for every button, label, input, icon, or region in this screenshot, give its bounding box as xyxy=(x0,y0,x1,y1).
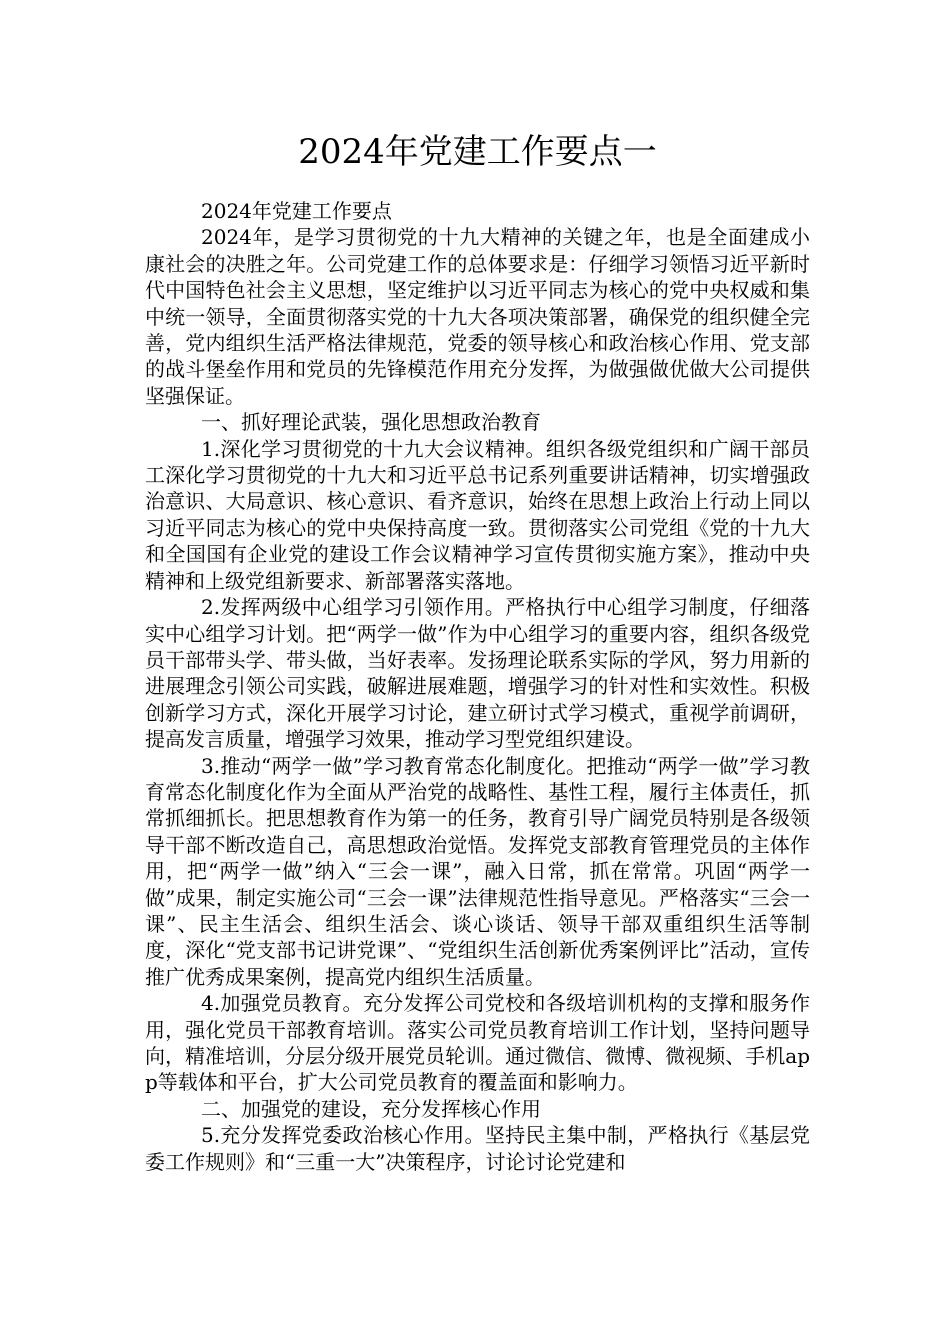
paragraph-item-3: 3.推动“两学一做”学习教育常态化制度化。把推动“两学一做”学习教育常态化制度化作为全面从严治党的战略性、基性工程，履行主体责任，抓常抓细抓长。把思想教育作为第一的任务，教育引导广阔党员特别是各级领导干部不断改造自己，高思想政治觉悟。发挥党支部教育管理党员的主体作用，把“两学一做”纳入“三会一课”，融入日常，抓在常常。巩固“两学一做”成果，制定实施公司“三会一课”法律规范性指导意见。严格落实“三会一课”、民主生活会、组织生活会、谈心谈话、领导干部双重组织生活等制度，深化“党支部书记讲党课”、“党组织生活创新优秀案例评比”活动，宣传推广优秀成果案例，提高党内组织生活质量。 xyxy=(145,753,810,989)
paragraph-subtitle: 2024年党建工作要点 xyxy=(201,199,392,223)
paragraph-item-1: 1.深化学习贯彻党的十九大会议精神。组织各级党组织和广阔干部员工深化学习贯彻党的十九大和习近平总书记系列重要讲话精神，切实增强政治意识、大局意识、核心意识、看齐意识，始终在思想上政治上行动上同以习近平同志为核心的党中央保持高度一致。贯彻落实公司党组《党的十九大和全国国有企业党的建设工作会议精神学习宣传贯彻实施方案》，推动中央精神和上级党组新要求、新部署落实落地。 xyxy=(145,436,810,593)
document-body xyxy=(145,198,810,1175)
section-heading-1: 一、抓好理论武装，强化思想政治教育 xyxy=(201,410,541,435)
document-title: 2024年党建工作要点一 xyxy=(298,132,657,172)
paragraph-intro: 2024年，是学习贯彻党的十九大精神的关键之年，也是全面建成小康社会的决胜之年。公司党建工作的总体要求是：仔细学习领悟习近平新时代中国特色社会主义思想，坚定维护以习近平同志为核心的党中央权威和集中统一领导，全面贯彻落实党的十九大各项决策部署，确保党的组织健全完善，党内组织生活严格法律规范，党委的领导核心和政治核心作用、党支部的战斗堡垒作用和党员的先锋模范作用充分发挥，为做强做优做大公司提供坚强保证。 xyxy=(145,225,810,408)
paragraph-item-5: 5.充分发挥党委政治核心作用。坚持民主集中制，严格执行《基层党委工作规则》和“三重一大”决策程序，讨论讨论党建和 xyxy=(145,1123,810,1174)
paragraph-item-4: 4.加强党员教育。充分发挥公司党校和各级培训机构的支撑和服务作用，强化党员干部教育培训。落实公司党员教育培训工作计划，坚持问题导向，精准培训，分层分级开展党员轮训。通过微信、微博、微视频、手机app等载体和平台，扩大公司党员教育的覆盖面和影响力。 xyxy=(145,991,810,1095)
document-page xyxy=(145,126,810,1175)
paragraph-item-2: 2.发挥两级中心组学习引领作用。严格执行中心组学习制度，仔细落实中心组学习计划。把“两学一做”作为中心组学习的重要内容，组织各级党员干部带头学、带头做，当好表率。发扬理论联系实际的学风，努力用新的进展理念引领公司实践，破解进展难题，增强学习的针对性和实效性。积极创新学习方式，深化开展学习讨论，建立研讨式学习模式，重视学前调研，提高发言质量，增强学习效果，推动学习型党组织建设。 xyxy=(145,595,810,752)
section-heading-2: 二、加强党的建设，充分发挥核心作用 xyxy=(201,1096,541,1121)
